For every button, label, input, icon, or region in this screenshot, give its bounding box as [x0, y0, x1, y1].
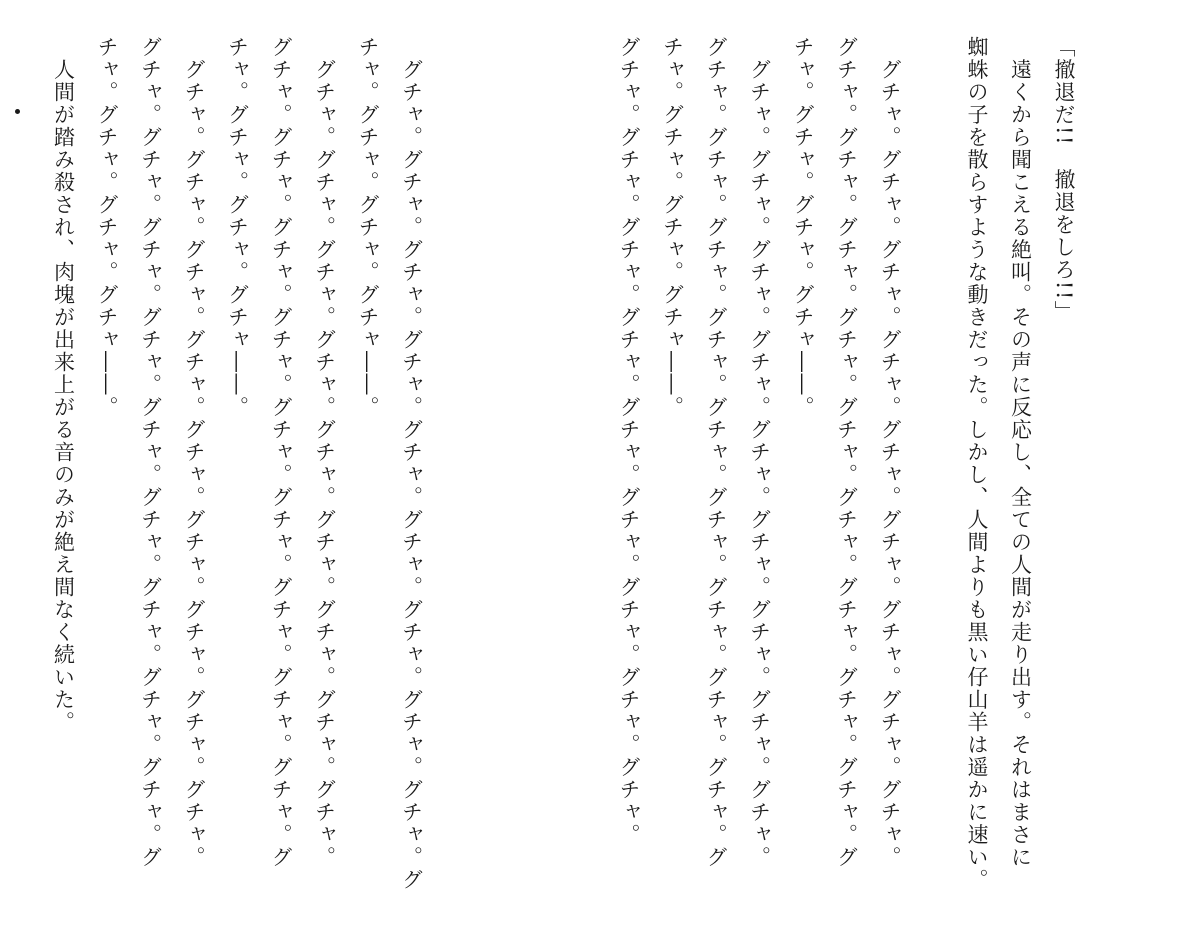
text-line: チャ。グチャ。グチャ。グチャ――。: [225, 36, 250, 419]
text-line: チャ。グチャ。グチャ。グチャ――。: [95, 36, 119, 419]
bullet-dot: [15, 109, 20, 114]
text-line: 蜘蛛の子を散らすような動きだった。しかし、人間よりも黒い仔山羊は遥かに速い。: [965, 36, 989, 891]
text-line: グチャ。グチャ。グチャ。グチャ。グチャ。グチャ。グチャ。グチャ。グチャ。: [312, 36, 337, 869]
text-line: グチャ。グチャ。グチャ。グチャ。グチャ。グチャ。グチャ。グチャ。グチャ。グ: [138, 36, 163, 869]
text-line: グチャ。グチャ。グチャ。グチャ。グチャ。グチャ。グチャ。グチャ。グチャ。グ: [269, 36, 293, 869]
text-line: チャ。グチャ。グチャ。グチャ――。: [660, 36, 685, 419]
text-line: 「撤退だ!! 撤退をしろ!!」: [1052, 36, 1076, 324]
text-line: グチャ。グチャ。グチャ。グチャ。グチャ。グチャ。グチャ。グチャ。グチャ。グ: [704, 36, 728, 869]
blank-line: [520, 36, 564, 876]
text-line: グチャ。グチャ。グチャ。グチャ。グチャ。グチャ。グチャ。グチャ。グチャ。グ: [834, 36, 859, 869]
blank-line: [911, 36, 955, 876]
text-line: チャ。グチャ。グチャ。グチャ――。: [791, 36, 815, 419]
text-line: 遠くから聞こえる絶叫。その声に反応し、全ての人間が走り出す。それはまさに: [1008, 36, 1033, 869]
blank-line: [476, 36, 520, 876]
blank-line: [433, 36, 477, 876]
text-line: 人間が踏み殺され、肉塊が出来上がる音のみが絶え間なく続いた。: [51, 36, 76, 734]
text-line: グチャ。グチャ。グチャ。グチャ。グチャ。グチャ。グチャ。グチャ。グチャ。: [617, 36, 641, 846]
text-line: グチャ。グチャ。グチャ。グチャ。グチャ。グチャ。グチャ。グチャ。グチャ。: [747, 36, 772, 869]
blank-line: [563, 36, 607, 876]
text-line: グチャ。グチャ。グチャ。グチャ。グチャ。グチャ。グチャ。グチャ。グチャ。: [878, 36, 902, 869]
vertical-text-page: [41, 36, 1085, 891]
text-line: グチャ。グチャ。グチャ。グチャ。グチャ。グチャ。グチャ。グチャ。グチャ。グ: [399, 36, 424, 891]
text-line: チャ。グチャ。グチャ。グチャ――。: [356, 36, 380, 419]
text-line: グチャ。グチャ。グチャ。グチャ。グチャ。グチャ。グチャ。グチャ。グチャ。: [182, 36, 206, 869]
